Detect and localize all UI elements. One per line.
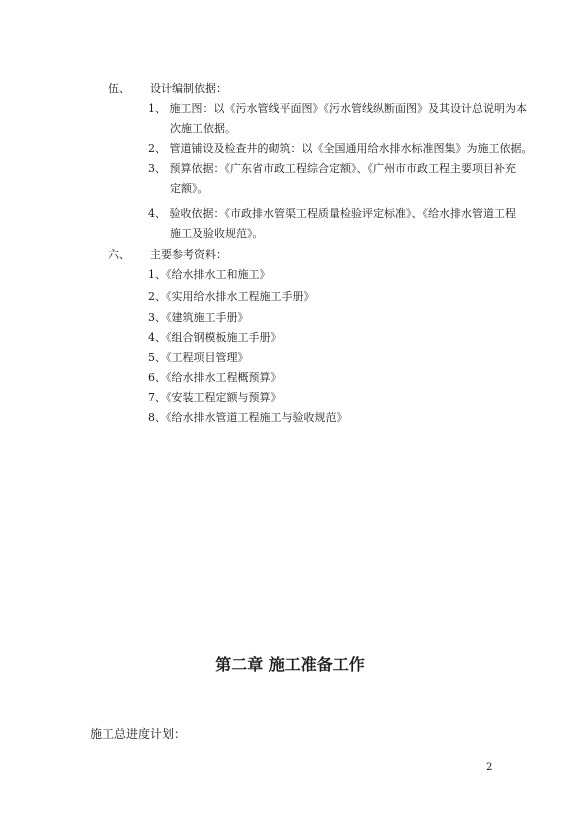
chapter-title: 第二章 施工准备工作	[215, 655, 365, 674]
section-5-item-3-cont: 定额》。	[170, 182, 209, 195]
page-number: 2	[486, 762, 493, 773]
section-6-title: 主要参考资料：	[150, 248, 227, 261]
section-5-item-1-cont: 次施工依据。	[170, 122, 236, 135]
reference-item-4: 4、《组合钢模板施工手册》	[148, 331, 282, 344]
reference-item-5: 5、《工程项目管理》	[148, 351, 249, 364]
reference-item-1: 1、《给水排水工和施工》	[148, 268, 271, 281]
reference-item-2: 2、《实用给水排水工程施工手册》	[148, 290, 315, 303]
section-5-number: 伍、	[108, 82, 130, 95]
reference-item-6: 6、《给水排水工程概预算》	[148, 371, 282, 384]
schedule-plan-label: 施工总进度计划：	[90, 727, 187, 741]
reference-item-7: 7、《安装工程定额与预算》	[148, 391, 282, 404]
section-5-item-3: 3、 预算依据：《广东省市政工程综合定额》、《广州市市政工程主要项目补充	[148, 162, 516, 175]
reference-item-8: 8、《给水排水管道工程施工与验收规范》	[148, 411, 348, 424]
section-5-item-1: 1、 施工图：以《污水管线平面图》《污水管线纵断面图》及其设计总说明为本	[148, 102, 527, 115]
section-5-title: 设计编制依据：	[150, 82, 227, 95]
reference-item-3: 3、《建筑施工手册》	[148, 311, 249, 324]
section-5-item-2: 2、 管道铺设及检查井的砌筑：以《全国通用给水排水标准图集》为施工依据。	[148, 142, 533, 155]
section-6-number: 六、	[108, 248, 130, 261]
section-5-item-4: 4、 验收依据：《市政排水管渠工程质量检验评定标准》、《给水排水管道工程	[148, 207, 516, 220]
section-5-item-4-cont: 施工及验收规范》。	[170, 227, 264, 240]
